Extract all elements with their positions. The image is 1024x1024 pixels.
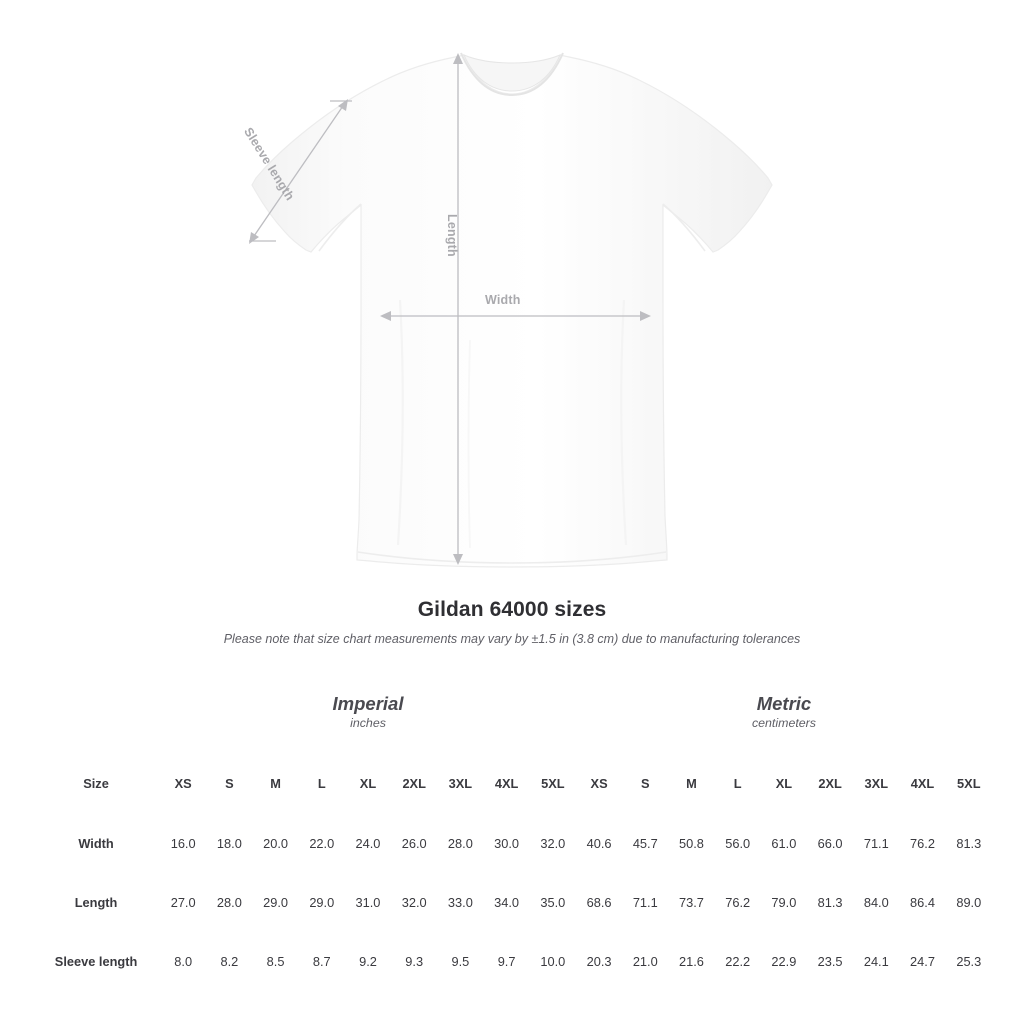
table-row (32, 814, 992, 873)
measurement-cell: 84.0 (853, 873, 899, 932)
measurement-cell: 27.0 (160, 873, 206, 932)
measurement-cell: 21.0 (622, 932, 668, 991)
measurement-cell: 26.0 (391, 814, 437, 873)
measurement-cell: 89.0 (946, 873, 992, 932)
measurement-cell: 28.0 (437, 814, 483, 873)
measurement-cell: 71.1 (853, 814, 899, 873)
measurement-cell: 61.0 (761, 814, 807, 873)
measurement-cell: 40.6 (576, 814, 622, 873)
measurement-cell: 30.0 (483, 814, 529, 873)
measurement-cell: 25.3 (946, 932, 992, 991)
measurement-cell: 28.0 (206, 873, 252, 932)
size-header-cell: 5XL (946, 752, 992, 814)
measurement-cell: 23.5 (807, 932, 853, 991)
measurement-cell: 8.7 (299, 932, 345, 991)
measurement-cell: 32.0 (530, 814, 576, 873)
size-header-cell: XS (576, 752, 622, 814)
size-header-cell: L (299, 752, 345, 814)
size-table-wrapper (32, 672, 992, 991)
sleeve-length-label: Sleeve length (241, 125, 298, 203)
measurement-cell: 86.4 (899, 873, 945, 932)
measurement-cell: 35.0 (530, 873, 576, 932)
table-row (32, 932, 992, 991)
size-header-cell: 4XL (483, 752, 529, 814)
size-header-cell: 5XL (530, 752, 576, 814)
size-header-cell: XS (160, 752, 206, 814)
measurement-cell: 20.0 (252, 814, 298, 873)
unit-group-subtitle: inches (350, 715, 386, 730)
size-header-cell: M (668, 752, 714, 814)
measurement-cell: 79.0 (761, 873, 807, 932)
measurement-cell: 45.7 (622, 814, 668, 873)
row-label: Length (32, 873, 160, 932)
size-header-cell: S (622, 752, 668, 814)
measurement-cell: 10.0 (530, 932, 576, 991)
measurement-cell: 8.5 (252, 932, 298, 991)
measurement-cell: 76.2 (715, 873, 761, 932)
measurement-cell: 68.6 (576, 873, 622, 932)
measurement-cell: 50.8 (668, 814, 714, 873)
size-table (32, 672, 992, 991)
size-header-cell: 3XL (853, 752, 899, 814)
unit-group-title: Metric (756, 692, 812, 714)
size-header-cell: 2XL (391, 752, 437, 814)
measurement-cell: 29.0 (299, 873, 345, 932)
size-header-cell: XL (345, 752, 391, 814)
measurement-cell: 81.3 (807, 873, 853, 932)
measurement-cell: 34.0 (483, 873, 529, 932)
unit-group-banner (576, 672, 992, 752)
measurement-cell: 9.3 (391, 932, 437, 991)
measurement-cell: 22.2 (715, 932, 761, 991)
unit-group-title: Imperial (332, 692, 404, 714)
measurement-cell: 32.0 (391, 873, 437, 932)
measurement-cell: 9.5 (437, 932, 483, 991)
row-label: Width (32, 814, 160, 873)
measurement-cell: 9.2 (345, 932, 391, 991)
size-header-cell: L (715, 752, 761, 814)
measurement-cell: 18.0 (206, 814, 252, 873)
measurement-cell: 16.0 (160, 814, 206, 873)
measurement-cell: 21.6 (668, 932, 714, 991)
chart-heading (0, 598, 1024, 646)
measurement-cell: 73.7 (668, 873, 714, 932)
measurement-cell: 22.0 (299, 814, 345, 873)
measurement-cell: 24.0 (345, 814, 391, 873)
measurement-cell: 56.0 (715, 814, 761, 873)
measurement-cell: 76.2 (899, 814, 945, 873)
measurement-cell: 71.1 (622, 873, 668, 932)
size-header-cell: S (206, 752, 252, 814)
measurement-cell: 81.3 (946, 814, 992, 873)
measurement-cell: 33.0 (437, 873, 483, 932)
measurement-cell: 24.1 (853, 932, 899, 991)
size-header-cell: XL (761, 752, 807, 814)
page-title: Gildan 64000 sizes (417, 598, 607, 621)
measurement-cell: 29.0 (252, 873, 298, 932)
size-header-cell: 2XL (807, 752, 853, 814)
banner-corner-cell (32, 672, 160, 752)
size-header-cell: 4XL (899, 752, 945, 814)
table-header-row (32, 752, 992, 814)
table-banner-row (32, 672, 992, 752)
unit-group-banner (160, 672, 576, 752)
length-label: Length (445, 214, 459, 257)
size-header-cell: M (252, 752, 298, 814)
measurement-cell: 66.0 (807, 814, 853, 873)
size-header-cell: 3XL (437, 752, 483, 814)
measurement-cell: 9.7 (483, 932, 529, 991)
size-column-header: Size (32, 752, 160, 814)
measurement-cell: 22.9 (761, 932, 807, 991)
measurement-cell: 31.0 (345, 873, 391, 932)
tolerance-note: Please note that size chart measurements may vary by ±1.5 in (3.8 cm) due to manufacturing tolerances (223, 632, 801, 646)
measurement-cell: 8.2 (206, 932, 252, 991)
width-label: Width (485, 293, 521, 307)
measurement-cell: 24.7 (899, 932, 945, 991)
measurement-cell: 20.3 (576, 932, 622, 991)
unit-group-subtitle: centimeters (751, 715, 816, 730)
measurement-cell: 8.0 (160, 932, 206, 991)
row-label: Sleeve length (32, 932, 160, 991)
table-row (32, 873, 992, 932)
